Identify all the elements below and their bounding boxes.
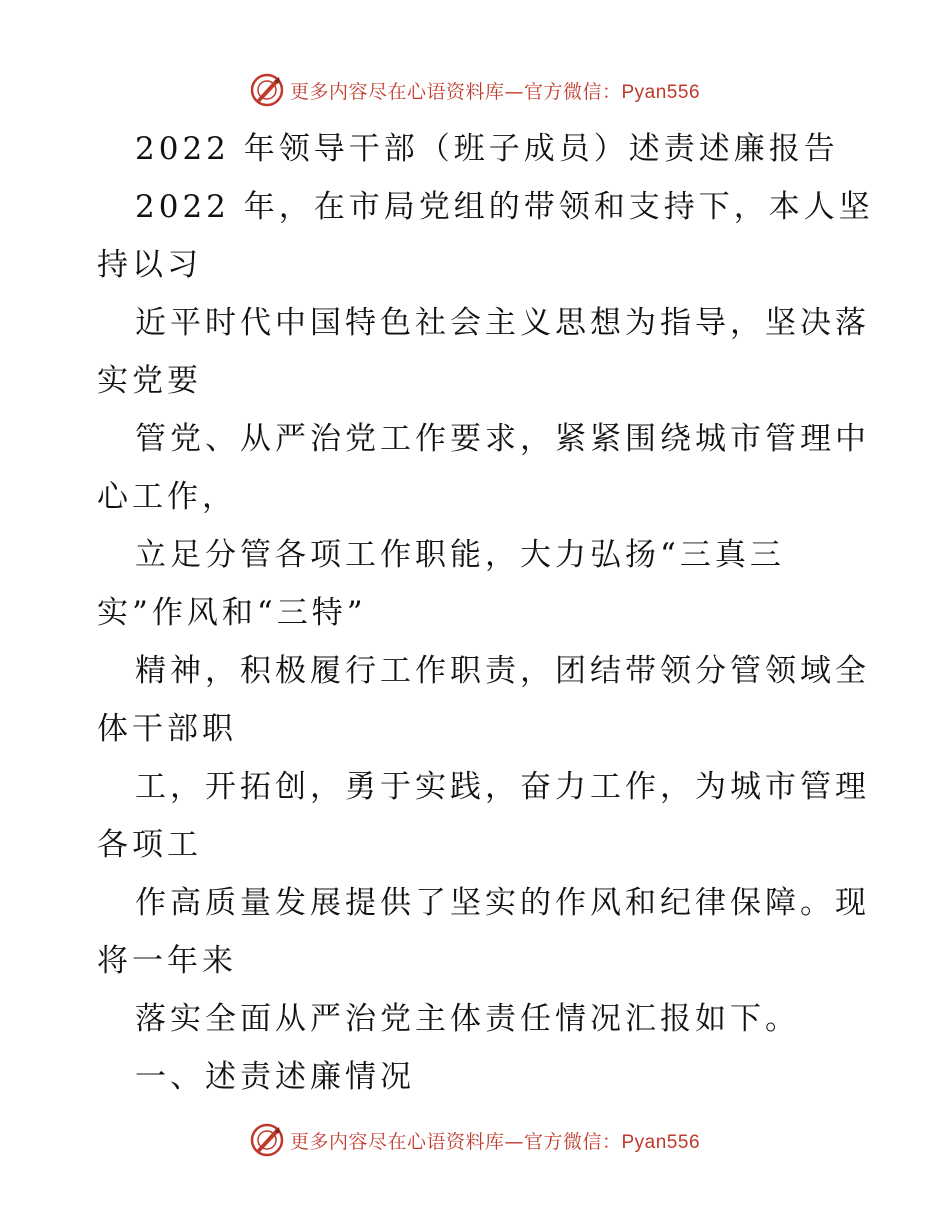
paragraph-line: 管党、从严治党工作要求，紧紧围绕城市管理中 [135,421,870,457]
wechat-account: Pyan556 [621,81,701,103]
paragraph-line: 工，开拓创，勇于实践，奋力工作，为城市管理 [135,769,870,805]
paragraph-line: 近平时代中国特色社会主义思想为指导，坚决落 [135,305,870,341]
paragraph-line: 将一年来 [97,943,237,979]
header-watermark-banner [0,70,950,110]
wechat-account: Pyan556 [621,1131,701,1153]
footer-watermark-banner [0,1120,950,1160]
paragraph-line: 落实全面从严治党主体责任情况汇报如下。 [135,1001,800,1037]
watermark-text: 更多内容尽在心语资料库—官方微信：Pyan556 [289,1130,701,1153]
quill-pen-logo-icon [250,1123,284,1157]
paragraph-line: 2022 年领导干部（班子成员）述责述廉报告 [135,131,839,167]
quill-pen-logo-icon [250,73,284,107]
paragraph-line: 各项工 [97,827,202,863]
document-body [97,120,874,1106]
paragraph-line: 实党要 [97,363,202,399]
paragraph-line: 一、述责述廉情况 [135,1059,415,1095]
paragraph-line: 精神，积极履行工作职责，团结带领分管领域全 [135,653,870,689]
paragraph-line: 体干部职 [97,711,237,747]
paragraph-line: 实”作风和“三特” [97,595,367,631]
paragraph-line: 立足分管各项工作职能，大力弘扬“三真三 [135,537,785,573]
paragraph-line: 2022 年，在市局党组的带领和支持下，本人坚 [135,189,874,225]
paragraph-line: 作高质量发展提供了坚实的作风和纪律保障。现 [135,885,870,921]
watermark-text: 更多内容尽在心语资料库—官方微信：Pyan556 [289,80,701,103]
paragraph-line: 心工作， [97,479,237,515]
paragraph-line: 持以习 [97,247,202,283]
